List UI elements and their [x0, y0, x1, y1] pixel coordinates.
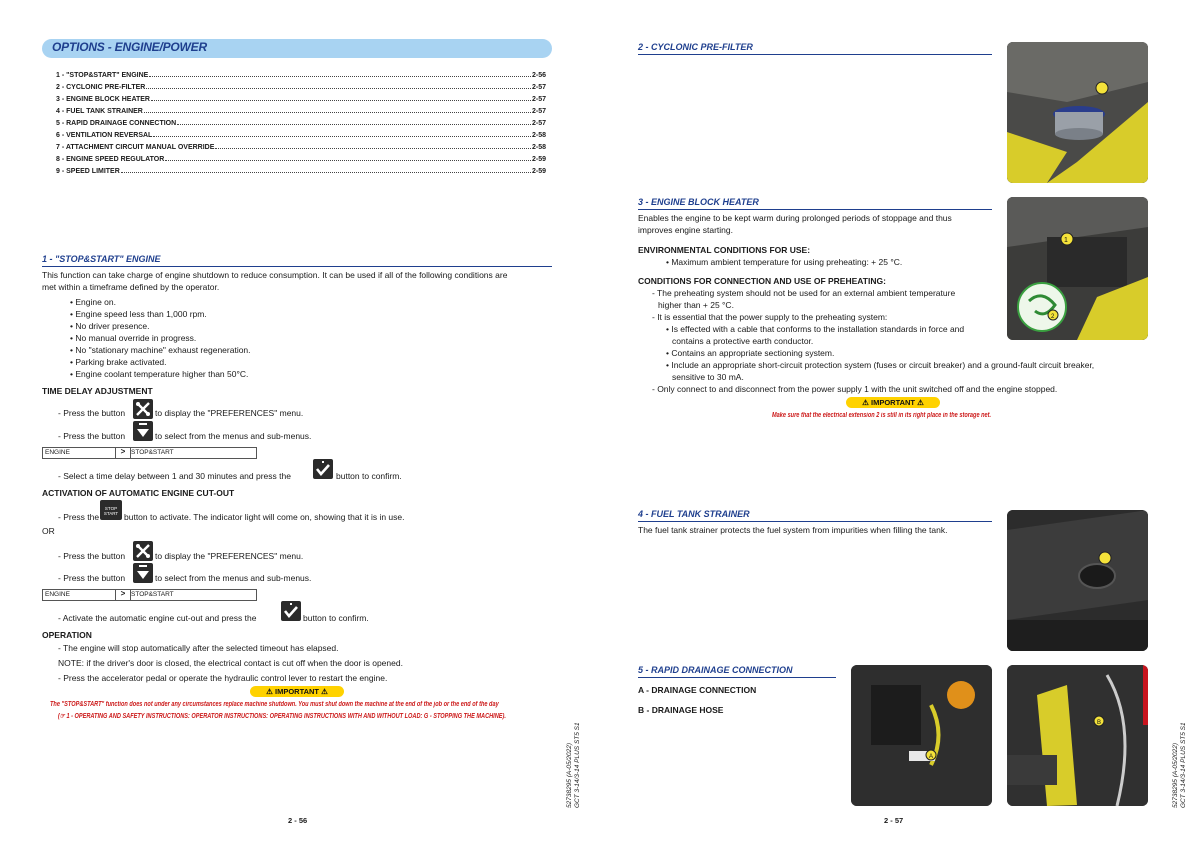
page-number: 2 - 56: [288, 816, 308, 825]
instruction-text: - Press the button: [58, 431, 126, 441]
time-delay-heading: TIME DELAY ADJUSTMENT: [42, 386, 153, 396]
tools-icon[interactable]: [133, 541, 153, 561]
fuel-strainer-text: The fuel tank strainer protects the fuel system from impurities when filling the tank.: [638, 525, 948, 535]
warning-text: The "STOP&START" function does not under any circumstances replace machine shutdown. You must shut down the machine at the end of the job or the end of the day: [50, 701, 499, 708]
section-title-cyclonic: 2 - CYCLONIC PRE-FILTER: [638, 42, 992, 55]
toc-page: 2-58: [531, 132, 546, 139]
toc-entry[interactable]: [56, 106, 546, 118]
doc-reference-code: 52738295 (A-05/2022): [1172, 742, 1179, 808]
important-label: IMPORTANT: [870, 398, 916, 407]
menu-path-arrow: >: [115, 589, 131, 601]
toc-title: 4 - FUEL TANK STRAINER: [56, 108, 143, 115]
instruction-text: - Press the: [58, 512, 100, 522]
condition-item: • No "stationary machine" exhaust regeneration.: [70, 345, 251, 355]
instruction-text: to select from the menus and sub-menus.: [155, 573, 312, 583]
toc-title: 2 - CYCLONIC PRE-FILTER: [56, 84, 146, 91]
warning-triangle-icon: ⚠: [321, 687, 328, 696]
arrow-down-icon[interactable]: [133, 421, 153, 441]
operation-text: - The engine will stop automatically after the selected timeout has elapsed.: [58, 643, 339, 653]
condition-item: • Parking brake activated.: [70, 357, 167, 367]
important-badge: [250, 686, 344, 697]
menu-path-box: [42, 589, 257, 601]
heater-intro: Enables the engine to be kept warm during prolonged periods of stoppage and thus: [638, 213, 952, 223]
stop-start-label-2: START: [103, 511, 119, 516]
doc-reference-code: 52738295 (A-05/2022): [566, 742, 573, 808]
toc-entry[interactable]: [56, 130, 546, 142]
doc-reference-model: GCT 3-14/3-14 PLUS ST5 S1: [574, 722, 581, 808]
toc-title: 6 - VENTILATION REVERSAL: [56, 132, 153, 139]
toc-page: 2-57: [531, 108, 546, 115]
section-title-stop-start: 1 - "STOP&START" ENGINE: [42, 254, 552, 267]
drainage-connection-photo: [851, 665, 992, 806]
toc-title: 8 - ENGINE SPEED REGULATOR: [56, 156, 165, 163]
condition-sub-item: • Include an appropriate short-circuit protection system (fuses or circuit breaker) and a ground-fault circuit breaker,: [666, 360, 1095, 370]
instruction-text: - Press the button: [58, 408, 126, 418]
tools-icon[interactable]: [133, 399, 153, 419]
page-header-title: OPTIONS - ENGINE/POWER: [52, 40, 207, 54]
condition-sub-item: • Contains an appropriate sectioning system.: [666, 348, 835, 358]
instruction-text: button to confirm.: [336, 471, 402, 481]
toc-page: 2-57: [531, 84, 546, 91]
toc-title: 3 - ENGINE BLOCK HEATER: [56, 96, 150, 103]
callout-a-text: A: [929, 754, 934, 760]
warning-triangle-icon: ⚠: [917, 398, 924, 407]
doc-reference-vertical: [1172, 722, 1188, 808]
toc-page: 2-57: [531, 96, 546, 103]
drainage-hose-photo: [1007, 665, 1148, 806]
toc-title: 9 - SPEED LIMITER: [56, 168, 120, 175]
menu-path-engine: ENGINE: [45, 449, 70, 456]
menu-path-box: [42, 447, 257, 459]
operation-note: NOTE: if the driver's door is closed, the electrical contact is cut off when the door is opened.: [58, 658, 403, 668]
callout-b-text: B: [1097, 720, 1102, 726]
arrow-down-icon[interactable]: [133, 563, 153, 583]
toc-entry[interactable]: [56, 94, 546, 106]
intro-text: met within a timeframe defined by the operator.: [42, 282, 220, 292]
instruction-text: - Press the button: [58, 551, 126, 561]
env-condition-item: • Maximum ambient temperature for using preheating: + 25 °C.: [666, 257, 903, 267]
block-heater-photo: [1007, 197, 1148, 340]
section-title-rapid-drainage: 5 - RAPID DRAINAGE CONNECTION: [638, 665, 836, 678]
condition-text: higher than + 25 °C.: [658, 300, 734, 310]
menu-path-engine: ENGINE: [45, 591, 70, 598]
env-conditions-heading: ENVIRONMENTAL CONDITIONS FOR USE:: [638, 245, 811, 255]
fuel-strainer-photo: [1007, 510, 1148, 651]
toc-title: 7 - ATTACHMENT CIRCUIT MANUAL OVERRIDE: [56, 144, 215, 151]
toc-page: 2-58: [531, 144, 546, 151]
instruction-text: to display the "PREFERENCES" menu.: [155, 551, 304, 561]
condition-item: • Engine on.: [70, 297, 116, 307]
important-badge: [846, 397, 940, 408]
condition-text: - The preheating system should not be used for an external ambient temperature: [652, 288, 956, 298]
section-title-fuel-strainer: 4 - FUEL TANK STRAINER: [638, 509, 992, 522]
page-number: 2 - 57: [884, 816, 904, 825]
drainage-item-b: B - DRAINAGE HOSE: [638, 705, 724, 715]
instruction-text: - Activate the automatic engine cut-out and press the: [58, 613, 257, 623]
doc-reference-vertical: [566, 722, 582, 808]
toc-page: 2-59: [531, 168, 546, 175]
instruction-text: to select from the menus and sub-menus.: [155, 431, 312, 441]
condition-item: • No manual override in progress.: [70, 333, 197, 343]
toc-title: 1 - "STOP&START" ENGINE: [56, 72, 149, 79]
stop-start-icon[interactable]: [100, 500, 122, 520]
cyclonic-prefilter-photo: [1007, 42, 1148, 183]
activation-heading: ACTIVATION OF AUTOMATIC ENGINE CUT-OUT: [42, 488, 235, 498]
intro-text: This function can take charge of engine shutdown to reduce consumption. It can be used if all of the following conditions are: [42, 270, 508, 280]
toc-entry[interactable]: [56, 154, 546, 166]
warning-triangle-icon: ⚠: [862, 398, 869, 407]
instruction-text: button to confirm.: [303, 613, 369, 623]
condition-text: - Only connect to and disconnect from the power supply 1 with the unit switched off and the engine stopped.: [652, 384, 1058, 394]
callout-1-text: 1: [1064, 237, 1068, 244]
condition-sub-item: contains a protective earth conductor.: [672, 336, 814, 346]
condition-item: • No driver presence.: [70, 321, 150, 331]
menu-path-stopstart: STOP&START: [131, 449, 174, 456]
operation-heading: OPERATION: [42, 630, 92, 640]
operation-text: - Press the accelerator pedal or operate the hydraulic control lever to restart the engine.: [58, 673, 388, 683]
condition-item: • Engine speed less than 1,000 rpm.: [70, 309, 207, 319]
page-header-banner: [42, 39, 552, 58]
instruction-text: - Press the button: [58, 573, 126, 583]
doc-reference-model: GCT 3-14/3-14 PLUS ST5 S1: [1180, 722, 1187, 808]
section-title-block-heater: 3 - ENGINE BLOCK HEATER: [638, 197, 992, 210]
toc-entry[interactable]: [56, 82, 546, 94]
toc-entry[interactable]: [56, 142, 546, 154]
instruction-text: - Select a time delay between 1 and 30 minutes and press the: [58, 471, 291, 481]
connection-conditions-heading: CONDITIONS FOR CONNECTION AND USE OF PREHEATING:: [638, 276, 886, 286]
condition-sub-item: • Is effected with a cable that conforms to the installation standards in force and: [666, 324, 965, 334]
toc-title: 5 - RAPID DRAINAGE CONNECTION: [56, 120, 177, 127]
condition-sub-item: sensitive to 30 mA.: [672, 372, 744, 382]
or-text: OR: [42, 526, 55, 536]
warning-reference: (☞ 1 - OPERATING AND SAFETY INSTRUCTIONS: OPERATOR INSTRUCTIONS: OPERATING INSTRUCTIONS WITH AND WITHOUT LOAD: G - STOPPING THE MACHINE).: [58, 713, 506, 720]
warning-text: Make sure that the electrical extension 2 is still in its right place in the storage net.: [772, 412, 992, 419]
checkmark-icon[interactable]: [281, 601, 301, 621]
menu-path-stopstart: STOP&START: [131, 591, 174, 598]
checkmark-icon[interactable]: [313, 459, 333, 479]
toc-page: 2-57: [531, 120, 546, 127]
toc-entry[interactable]: [56, 70, 546, 82]
toc-entry[interactable]: [56, 166, 546, 178]
instruction-text: button to activate. The indicator light will come on, showing that it is in use.: [124, 512, 405, 522]
heater-intro: improves engine starting.: [638, 225, 733, 235]
important-label: IMPORTANT: [274, 687, 320, 696]
toc-page: 2-59: [531, 156, 546, 163]
condition-item: • Engine coolant temperature higher than 50°C.: [70, 369, 249, 379]
toc-entry[interactable]: [56, 118, 546, 130]
toc-page: 2-56: [531, 72, 546, 79]
menu-path-arrow: >: [115, 447, 131, 459]
condition-text: - It is essential that the power supply to the preheating system:: [652, 312, 888, 322]
warning-triangle-icon: ⚠: [266, 687, 273, 696]
drainage-item-a: A - DRAINAGE CONNECTION: [638, 685, 757, 695]
stop-start-label-1: STOP: [104, 506, 118, 511]
instruction-text: to display the "PREFERENCES" menu.: [155, 408, 304, 418]
callout-2-text: 2: [1051, 314, 1055, 320]
